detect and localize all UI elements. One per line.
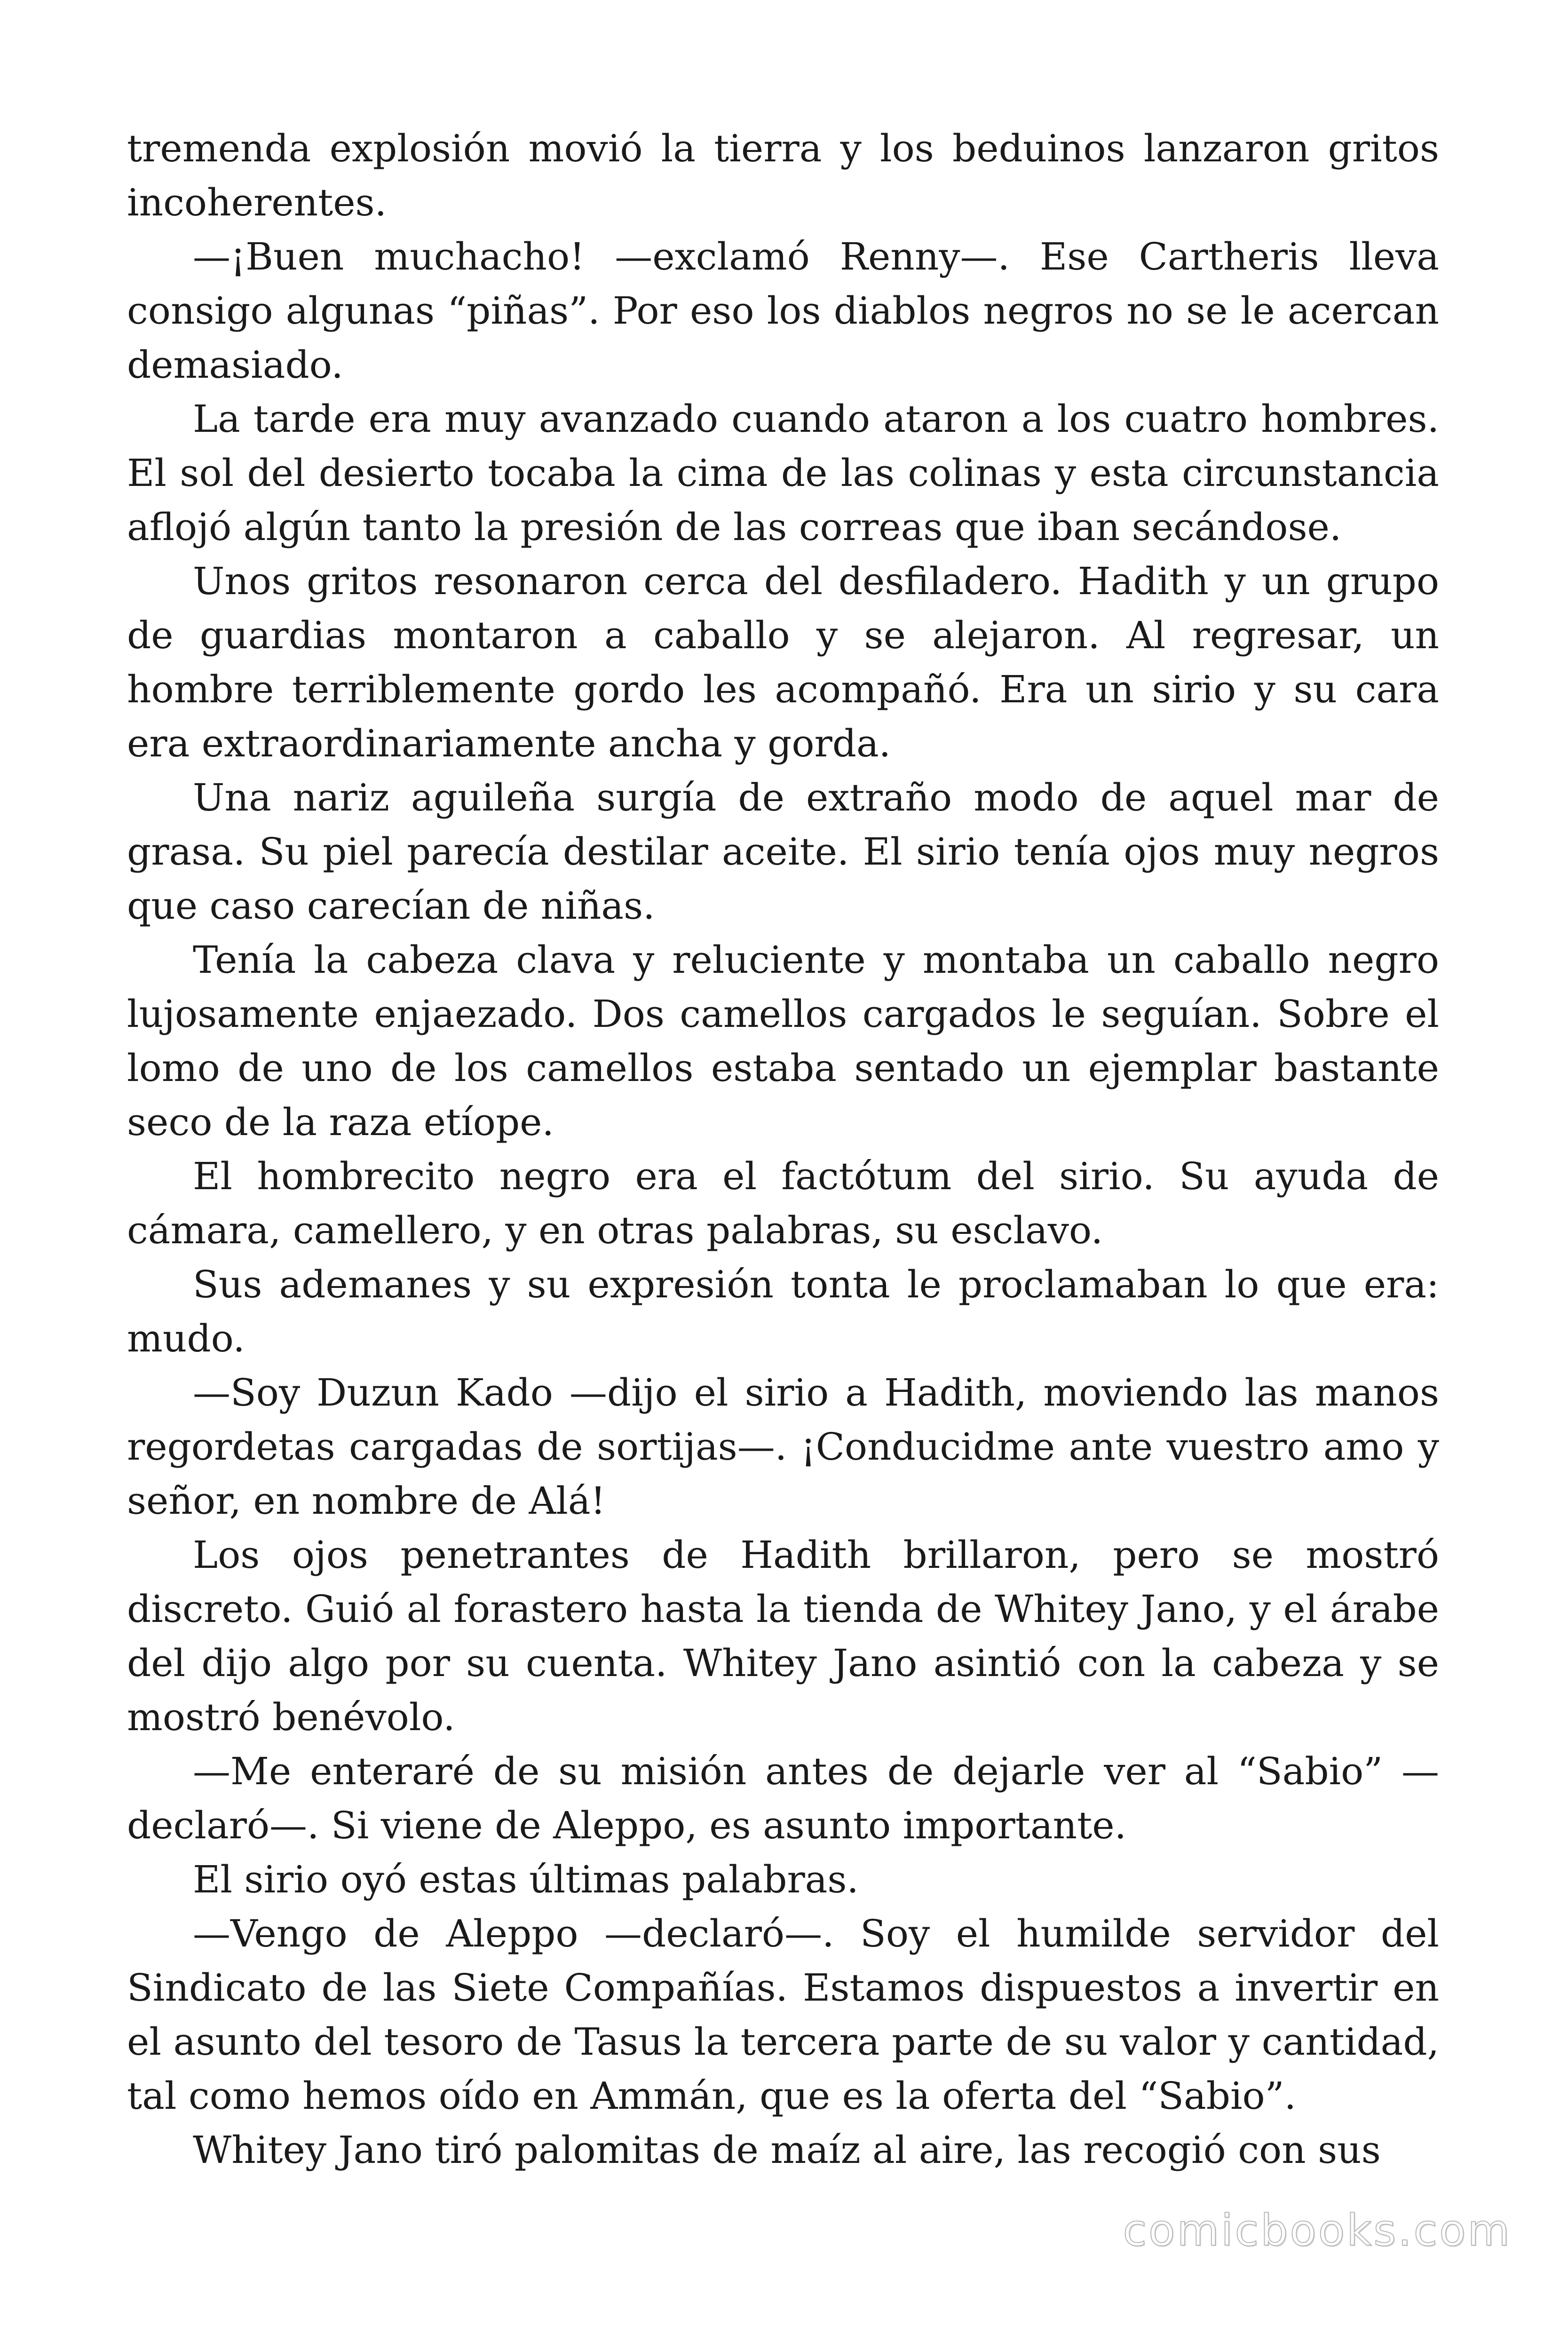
paragraph: Sus ademanes y su expresión tonta le proclamaban lo que era: mudo. [127, 1263, 1439, 1360]
paragraph: Whitey Jano tiró palomitas de maíz al aire, las recogió con sus [193, 2128, 1381, 2172]
paragraph: Los ojos penetrantes de Hadith brillaron, pero se mostró discreto. Guió al forastero hasta la tienda de Whitey Jano, y el árabe del dijo algo por su cuenta. Whitey Jano asintió con la cabeza y se mostró benévolo. [127, 1533, 1439, 1739]
paragraph: —Me enteraré de su misión antes de dejarle ver al “Sabio” —declaró—. Si viene de Aleppo, es asunto importante. [127, 1749, 1439, 1847]
paragraph: —Vengo de Aleppo —declaró—. Soy el humilde servidor del Sindicato de las Siete Compañías. Estamos dispuestos a invertir en el asunto del tesoro de Tasus la tercera parte de su valor y cantidad, tal como hemos oído en Ammán, que es la oferta del “Sabio”. [127, 1912, 1439, 2118]
paragraph: Una nariz aguileña surgía de extraño modo de aquel mar de grasa. Su piel parecía destilar aceite. El sirio tenía ojos muy negros que caso carecían de niñas. [127, 776, 1439, 928]
paragraph: El sirio oyó estas últimas palabras. [193, 1858, 859, 1901]
paragraph: El hombrecito negro era el factótum del sirio. Su ayuda de cámara, camellero, y en otras palabras, su esclavo. [127, 1154, 1439, 1252]
paragraph-continuation: tremenda explosión movió la tierra y los beduinos lanzaron gritos incoherentes. [127, 127, 1439, 224]
paragraph: Tenía la cabeza clava y reluciente y montaba un caballo negro lujosamente enjaezado. Dos camellos cargados le seguían. Sobre el lomo de uno de los camellos estaba sentado un ejemplar bastante seco de la raza etíope. [127, 938, 1439, 1144]
watermark: comicbooks.com [1123, 2205, 1512, 2256]
paragraph: Unos gritos resonaron cerca del desfiladero. Hadith y un grupo de guardias montaron a caballo y se alejaron. Al regresar, un hombre terriblemente gordo les acompañó. Era un sirio y su cara era extraordinariamente ancha y gorda. [127, 559, 1439, 765]
paragraph: La tarde era muy avanzado cuando ataron a los cuatro hombres. El sol del desierto tocaba la cima de las colinas y esta circunstancia aflojó algún tanto la presión de las correas que iban secándose. [127, 397, 1439, 549]
body-text [127, 121, 1439, 2177]
paragraph: —Soy Duzun Kado —dijo el sirio a Hadith, moviendo las manos regordetas cargadas de sortijas—. ¡Conducidme ante vuestro amo y señor, en nombre de Alá! [127, 1371, 1439, 1523]
paragraph: —¡Buen muchacho! —exclamó Renny—. Ese Cartheris lleva consigo algunas “piñas”. Por eso los diablos negros no se le acercan demasiado. [127, 235, 1439, 387]
